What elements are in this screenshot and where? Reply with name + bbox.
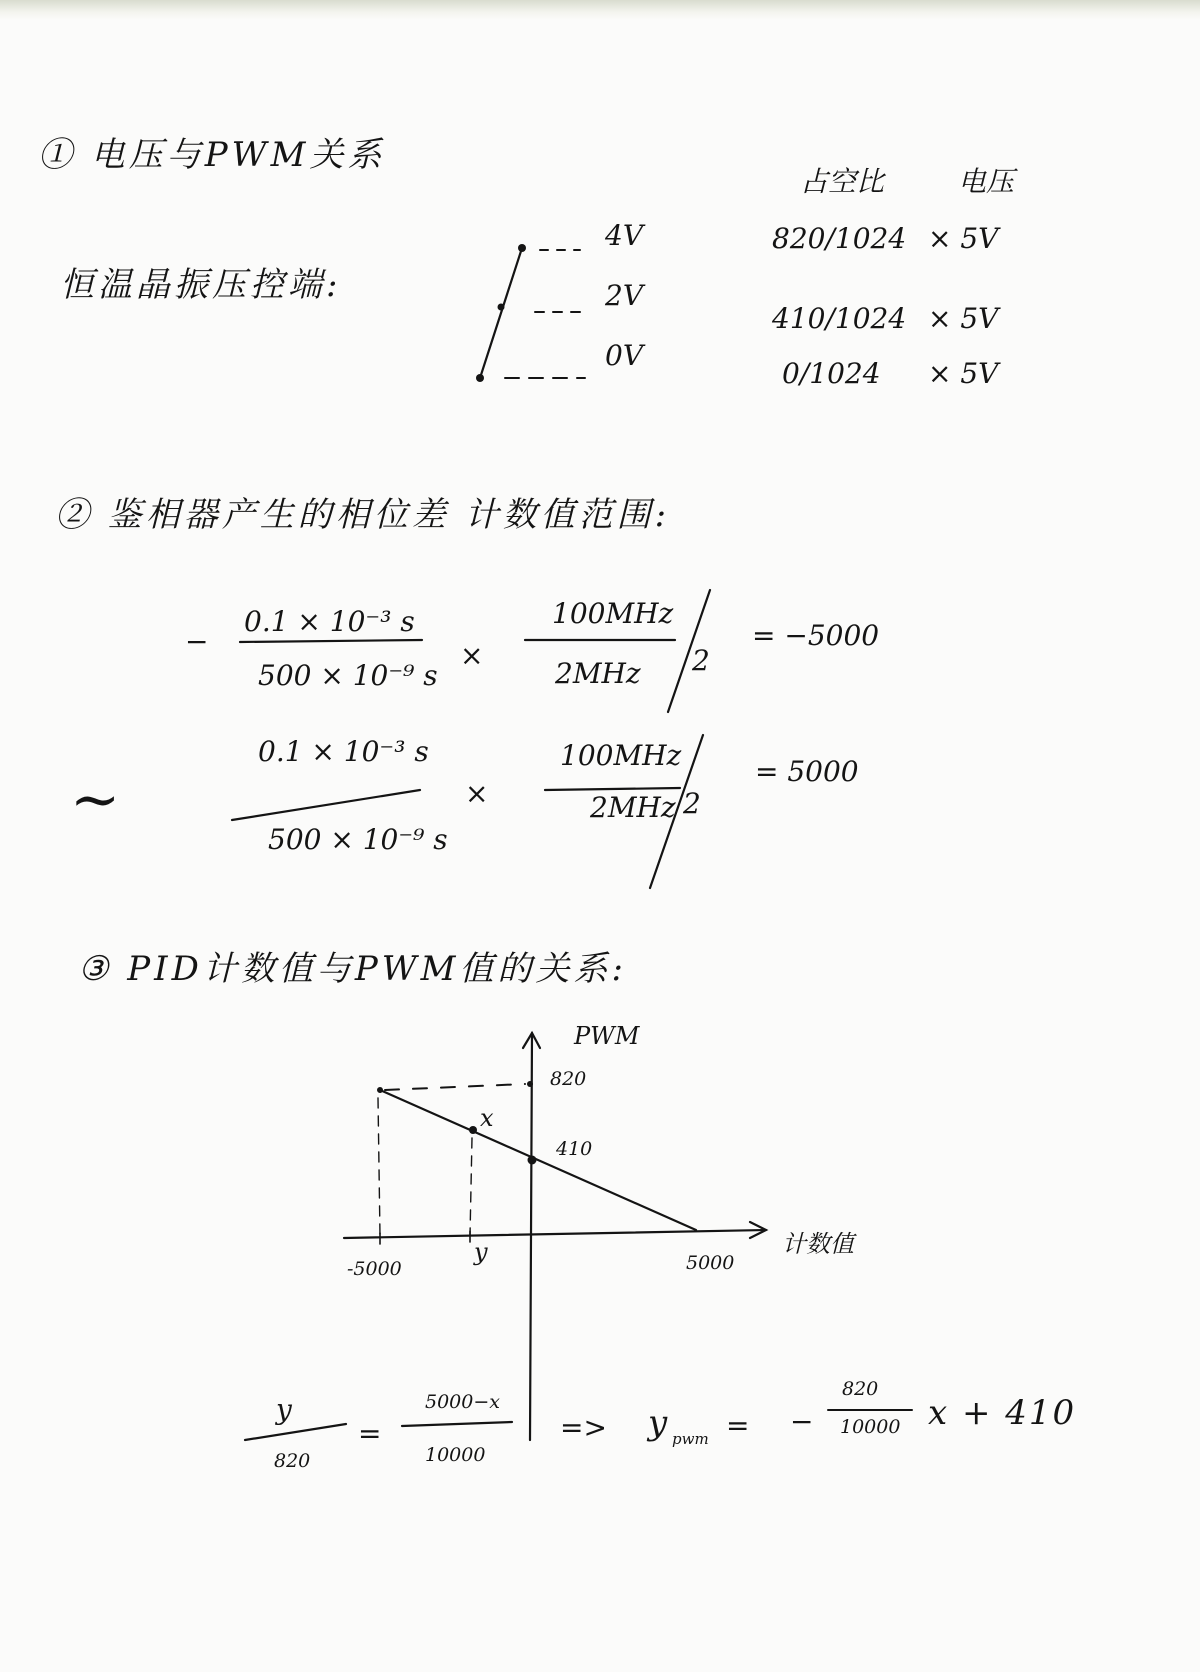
level-2v: 2V: [605, 279, 644, 312]
formula1-denominator2: 2MHz: [555, 657, 641, 690]
header-duty-cycle: 占空比: [800, 165, 885, 198]
formula2-divisor: 2: [683, 787, 701, 820]
formula1-times: ×: [460, 639, 484, 672]
section1-label: 恒温晶振压控端:: [60, 265, 342, 305]
graph-x-axis-label: 计数值: [782, 1230, 854, 1258]
section3-title: ③ PID计数值与PWM值的关系:: [78, 949, 627, 989]
volt-row1: × 5V: [928, 222, 999, 255]
point-x-label: x: [480, 1104, 494, 1132]
eq-rhs-denominator: 10000: [425, 1444, 486, 1466]
volt-row3: × 5V: [928, 357, 999, 390]
eq-lhs-denominator: 820: [274, 1450, 311, 1472]
graph-y-axis-label: PWM: [574, 1022, 640, 1050]
formula1-numerator2: 100MHz: [552, 597, 674, 630]
formula1-numerator: 0.1 × 10⁻³ s: [244, 605, 415, 638]
eq-coef-denominator: 10000: [840, 1416, 901, 1438]
eq-equals-2: =: [726, 1409, 750, 1442]
formula1-denominator: 500 × 10⁻⁹ s: [258, 659, 438, 692]
formula2-denominator: 500 × 10⁻⁹ s: [268, 823, 448, 856]
y-tick-820: 820: [550, 1068, 587, 1090]
formula1-result: = −5000: [752, 619, 880, 652]
eq-coef-numerator: 820: [842, 1378, 879, 1400]
section1-title: ① 电压与PWM关系: [38, 135, 386, 175]
duty-410: 410/1024: [772, 302, 907, 335]
duty-0: 0/1024: [782, 357, 881, 390]
eq-result-subscript: pwm: [672, 1430, 709, 1448]
eq-result-y: y: [648, 1403, 668, 1443]
eq-implies: =>: [560, 1411, 607, 1444]
eq-result-tail: x + 410: [928, 1393, 1077, 1433]
formula2-numerator2: 100MHz: [560, 739, 682, 772]
formula2-numerator: 0.1 × 10⁻³ s: [258, 735, 429, 768]
range-tilde: ~: [70, 765, 121, 835]
level-0v: 0V: [605, 339, 644, 372]
header-voltage: 电压: [958, 165, 1015, 198]
point-y-label: y: [474, 1238, 488, 1266]
level-4v: 4V: [605, 219, 644, 252]
y-tick-410: 410: [556, 1138, 593, 1160]
eq-equals-1: =: [358, 1417, 382, 1450]
eq-result-sign: −: [790, 1405, 814, 1438]
eq-rhs-numerator: 5000−x: [425, 1391, 500, 1413]
x-tick-5000: 5000: [686, 1252, 735, 1274]
eq-lhs-numerator: y: [276, 1393, 292, 1426]
formula2-denominator2: 2MHz: [590, 791, 676, 824]
duty-820: 820/1024: [772, 222, 907, 255]
formula2-times: ×: [465, 777, 489, 810]
formula1-divisor: 2: [692, 644, 710, 677]
formula2-result: = 5000: [755, 755, 859, 788]
section2-title: ② 鉴相器产生的相位差 计数值范围:: [55, 495, 671, 535]
formula1-sign: −: [185, 625, 209, 658]
volt-row2: × 5V: [928, 302, 999, 335]
x-tick-neg5000: -5000: [347, 1258, 402, 1280]
